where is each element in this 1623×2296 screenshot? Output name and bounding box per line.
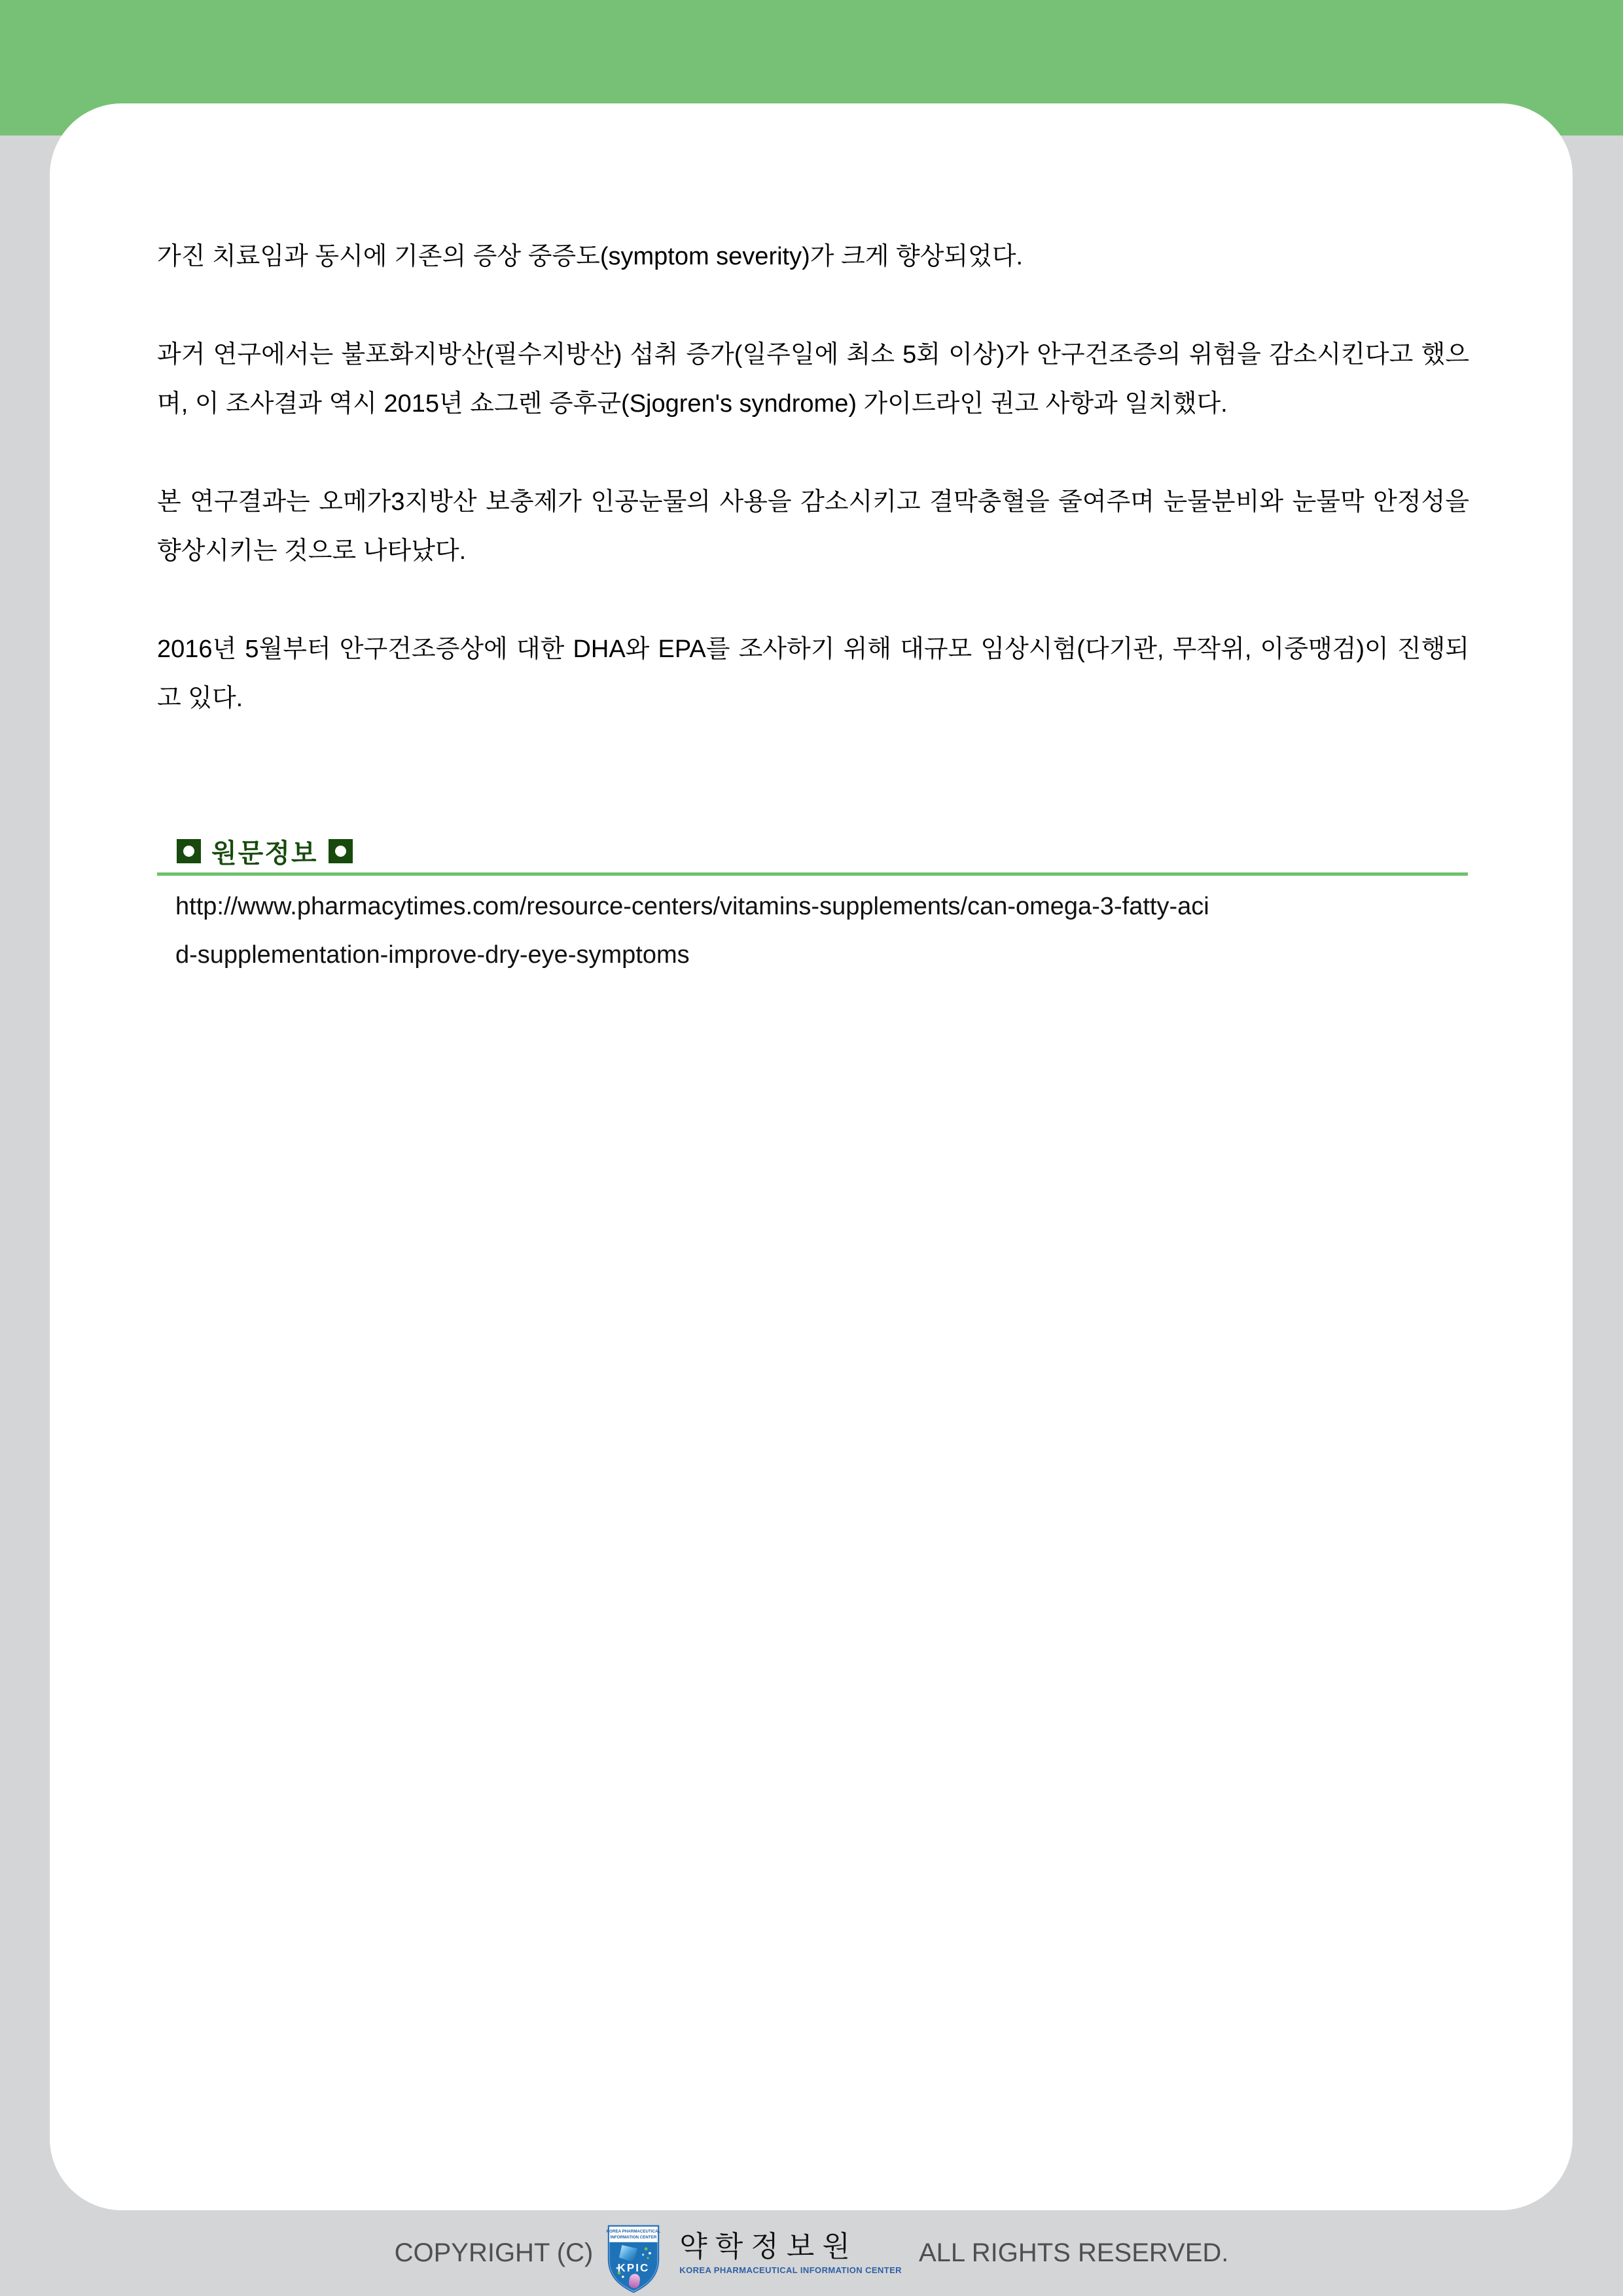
source-info-header [177,833,1469,870]
logo-caption-line-2: INFORMATION CENTER [610,2234,657,2240]
body-paragraph: 과거 연구에서는 불포화지방산(필수지방산) 섭취 증가(일주일에 최소 5회 이상)가 안구건조증의 위험을 감소시킨다고 했으며, 이 조사결과 역시 2015년 쇼그렌 증후군(Sjogren's syndrome) 가이드라인 권고 사항과 일치했다. [157,341,1469,418]
source-url[interactable] [175,882,1469,979]
source-url-line-1[interactable]: http://www.pharmacytimes.com/resource-centers/vitamins-supplements/can-omega-3-fatty-aci [175,893,1209,920]
source-url-line-2[interactable]: d-supplementation-improve-dry-eye-symptoms [175,941,690,969]
logo-caption-line-1: KOREA PHARMACEUTICAL [606,2229,661,2234]
bullet-dot [183,846,194,857]
body-paragraph: 가진 치료임과 동시에 기존의 증상 중증도(symptom severity)가 크게 향상되었다. [157,243,1024,270]
bullet-dot [335,846,346,857]
source-info-title: 원문정보 [211,839,318,868]
body-paragraph: 2016년 5월부터 안구건조증상에 대한 DHA와 EPA를 조사하기 위해 대규모 임상시험(다기관, 무작위, 이중맹검)이 진행되고 있다. [157,636,1469,712]
source-info-section [157,833,1469,979]
copyright-text: COPYRIGHT (C) [394,2238,594,2267]
org-name-block [679,2232,902,2275]
org-name-english: KOREA PHARMACEUTICAL INFORMATION CENTER [679,2265,902,2275]
body-paragraph: 본 연구결과는 오메가3지방산 보충제가 인공눈물의 사용을 감소시키고 결막충혈을 줄여주며 눈물분비와 눈물막 안정성을 향상시키는 것으로 나타났다. [157,488,1469,565]
kpic-logo [605,2222,662,2294]
logo-acronym: KPIC [617,2261,650,2274]
square-bullet-icon [329,839,353,863]
org-name-korean: 약학정보원 [679,2230,858,2263]
section-divider [157,872,1468,876]
content-card [50,103,1573,2210]
page-footer [0,2210,1623,2296]
square-bullet-icon [177,839,201,863]
rights-text: ALL RIGHTS RESERVED. [918,2238,1229,2267]
